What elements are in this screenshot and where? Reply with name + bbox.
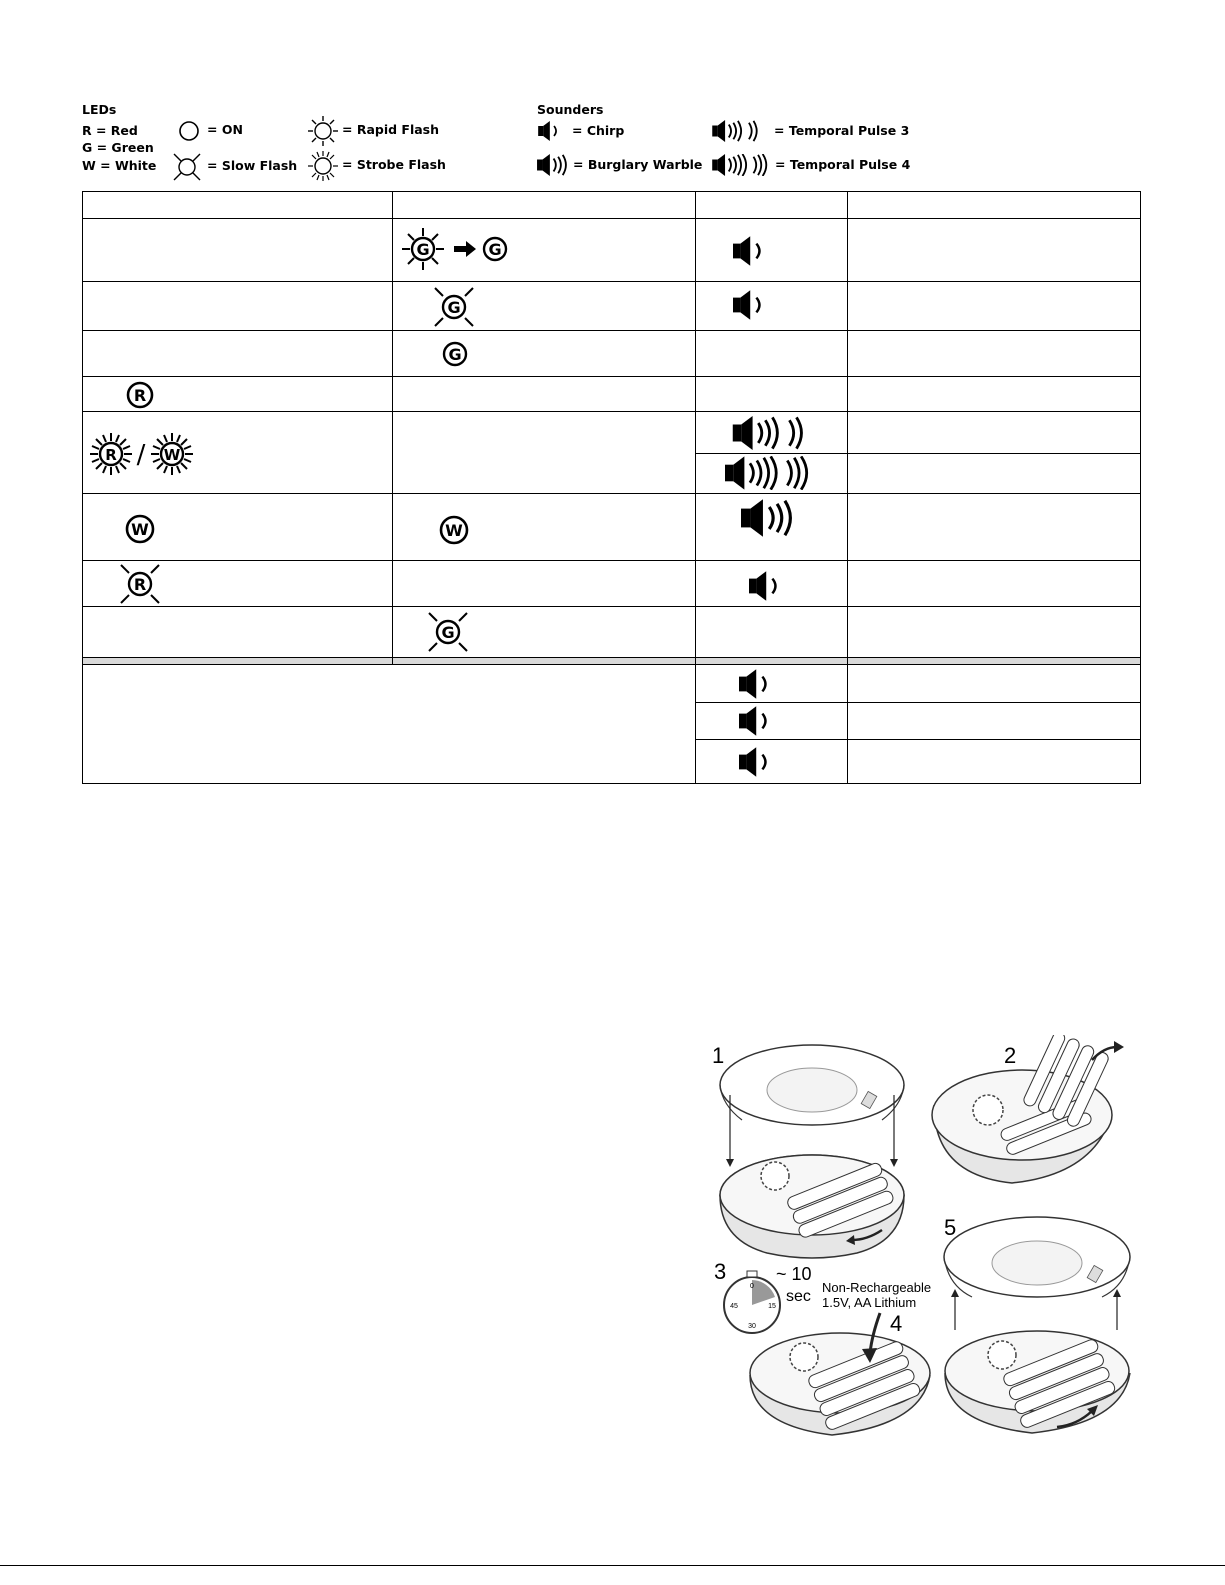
green-slow-flash-icon	[425, 609, 471, 655]
red-white-strobe-flash-icon	[87, 431, 199, 477]
battery-replacement-illustration	[712, 1035, 1142, 1445]
svg-text:G: G	[416, 240, 430, 259]
legend-temporal-pulse-4-label: = Temporal Pulse 4	[775, 157, 911, 172]
battery-type-line1: Non-Rechargeable	[822, 1280, 932, 1295]
step-5-drawing	[944, 1215, 1130, 1433]
temporal-pulse-3-icon	[711, 120, 763, 142]
led-strobe-flash-icon	[307, 150, 339, 182]
step-3-4-drawing	[714, 1259, 931, 1435]
dial-30-label: 30	[748, 1323, 756, 1330]
led-rapid-flash-icon	[307, 115, 339, 147]
row-divider	[696, 739, 1140, 740]
legend-on-label: = ON	[207, 122, 243, 137]
chirp-icon	[739, 669, 771, 699]
row-divider	[83, 218, 1140, 219]
green-slow-flash-icon	[431, 284, 477, 330]
timer-unit-label: sec	[786, 1288, 811, 1305]
led-on-icon	[177, 119, 201, 143]
legend-strobe-flash-label: = Strobe Flash	[342, 157, 446, 172]
led-slow-flash-icon	[172, 152, 202, 182]
page-bottom-rule	[0, 1565, 1225, 1566]
legend-chirp-label: = Chirp	[572, 123, 625, 138]
chirp-icon	[733, 290, 765, 320]
burglary-warble-icon	[741, 499, 799, 537]
led-white-key: W = White	[82, 158, 157, 173]
dial-15-label: 15	[768, 1303, 776, 1310]
legend-burglary-warble-label: = Burglary Warble	[573, 157, 703, 172]
white-on-icon	[437, 513, 471, 547]
row-divider	[83, 330, 1140, 331]
battery-type-line2: 1.5V, AA Lithium	[822, 1295, 917, 1310]
chirp-icon	[739, 747, 771, 777]
row-divider	[83, 560, 1140, 561]
temporal-pulse-3-icon	[731, 416, 811, 450]
temporal-pulse-4-icon	[725, 456, 815, 490]
dial-0-label: 0	[750, 1283, 754, 1290]
legend-temporal-pulse-3-label: = Temporal Pulse 3	[774, 123, 910, 138]
row-divider	[696, 702, 1140, 703]
column-divider	[392, 192, 393, 665]
dial-45-label: 45	[730, 1303, 738, 1310]
svg-text:R: R	[105, 446, 117, 464]
led-red-key: R = Red	[82, 123, 138, 138]
status-table	[82, 191, 1141, 784]
battery-steps-drawing	[712, 1035, 1142, 1445]
svg-text:G: G	[447, 298, 461, 317]
chirp-icon	[733, 236, 765, 266]
legend	[0, 0, 1225, 190]
step-1-label: 1	[712, 1043, 725, 1068]
timer-approx-label: ~ 10	[776, 1264, 812, 1284]
svg-text:G: G	[488, 240, 502, 259]
column-divider	[847, 192, 848, 784]
step-2-label: 2	[1004, 1043, 1017, 1068]
row-divider	[83, 411, 1140, 412]
burglary-warble-icon	[537, 154, 571, 176]
step-1-drawing	[712, 1043, 904, 1258]
svg-text:G: G	[441, 623, 455, 642]
step-5-label: 5	[944, 1215, 957, 1240]
green-rapid-flash-to-on-icon	[396, 225, 516, 273]
svg-text:W: W	[163, 446, 181, 464]
row-divider	[83, 493, 1140, 494]
red-on-icon	[125, 380, 155, 410]
white-on-icon	[123, 512, 157, 546]
step-4-label: 4	[890, 1311, 903, 1336]
led-green-key: G = Green	[82, 140, 154, 155]
step-3-label: 3	[714, 1259, 727, 1284]
column-divider	[695, 192, 696, 784]
chirp-icon	[749, 571, 781, 601]
green-on-icon	[441, 340, 469, 368]
leds-heading: LEDs	[82, 102, 117, 117]
section-divider	[83, 657, 1140, 665]
svg-text:R: R	[133, 386, 147, 405]
svg-text:G: G	[448, 345, 462, 364]
row-divider	[696, 453, 1140, 454]
svg-text:W: W	[445, 521, 463, 540]
legend-slow-flash-label: = Slow Flash	[207, 158, 298, 173]
red-slow-flash-icon	[117, 561, 163, 607]
svg-text:R: R	[133, 575, 147, 594]
chirp-icon	[739, 706, 771, 736]
legend-rapid-flash-label: = Rapid Flash	[342, 122, 440, 137]
svg-text:/: /	[136, 440, 146, 470]
sounders-heading: Sounders	[537, 102, 604, 117]
chirp-icon	[537, 121, 561, 141]
row-divider	[83, 281, 1140, 282]
svg-text:W: W	[131, 520, 149, 539]
step-2-drawing	[932, 1035, 1124, 1183]
row-divider	[83, 376, 1140, 377]
temporal-pulse-4-icon	[711, 154, 773, 176]
row-divider	[83, 606, 1140, 607]
